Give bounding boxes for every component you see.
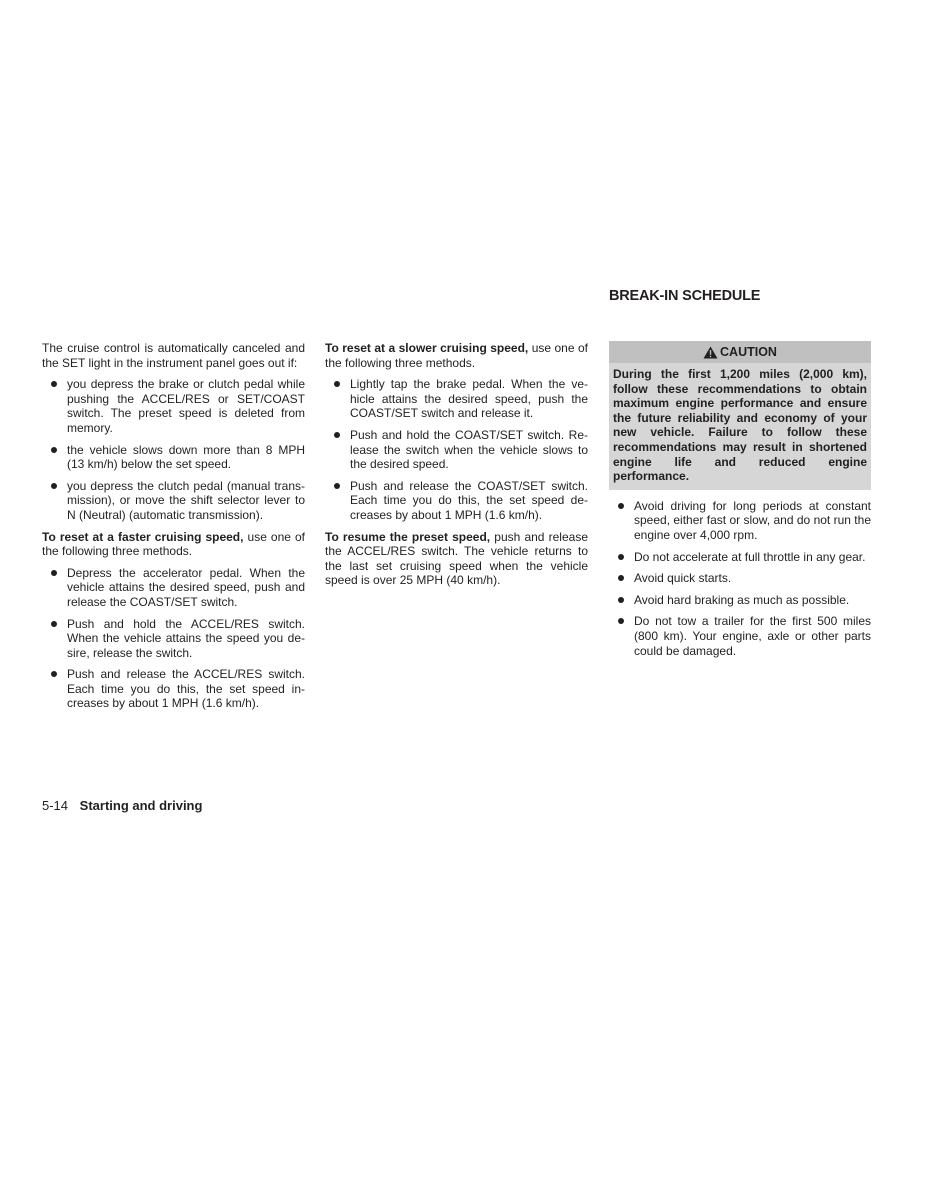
bullet-icon [51, 381, 57, 387]
list-item: Avoid hard braking as much as possible. [609, 593, 871, 608]
page-footer [42, 798, 202, 813]
caution-label: CAUTION [720, 344, 777, 359]
bullet-icon [618, 575, 624, 581]
column-right [609, 341, 871, 665]
bullet-icon [618, 503, 624, 509]
faster-speed-paragraph [42, 530, 305, 559]
warning-triangle-icon [703, 346, 718, 359]
caution-header [609, 341, 871, 363]
list-item: you depress the brake or clutch pedal while pushing the ACCEL/RES or SET/COAST switch. The preset speed is deleted from memory. [42, 377, 305, 435]
faster-methods-list [42, 566, 305, 711]
faster-speed-lead: To reset at a faster cruising speed, [42, 529, 244, 544]
list-item: Push and hold the ACCEL/RES switch. When the vehicle attains the speed you desire, release the switch. [42, 617, 305, 661]
cancel-intro-paragraph: The cruise control is automatically canceled and the SET light in the instrument panel goes out if: [42, 341, 305, 370]
caution-box [609, 341, 871, 490]
break-in-list [609, 499, 871, 658]
bullet-icon [334, 483, 340, 489]
page-number: 5-14 [42, 798, 69, 813]
list-item: Push and hold the COAST/SET switch. Release the switch when the vehicle slows to the desired speed. [325, 428, 588, 472]
faster-speed-rest: use one of the following three methods. [42, 529, 305, 559]
bullet-icon [51, 483, 57, 489]
bullet-icon [618, 618, 624, 624]
list-item: Lightly tap the brake pedal. When the vehicle attains the desired speed, push the COAST/SET switch and release it. [325, 377, 588, 421]
list-item: you depress the clutch pedal (manual transmission), or move the shift selector lever to N (Neutral) (automatic transmission). [42, 479, 305, 523]
list-item: Push and release the COAST/SET switch. Each time you do this, the set speed decreases by about 1 MPH (1.6 km/h). [325, 479, 588, 523]
bullet-icon [51, 621, 57, 627]
bullet-icon [618, 554, 624, 560]
resume-speed-lead: To resume the preset speed, [325, 529, 491, 544]
section-heading: BREAK-IN SCHEDULE [609, 288, 761, 304]
list-item: Push and release the ACCEL/RES switch. Each time you do this, the set speed increases by about 1 MPH (1.6 km/h). [42, 667, 305, 711]
bullet-icon [334, 381, 340, 387]
cancel-conditions-list [42, 377, 305, 522]
bullet-icon [51, 570, 57, 576]
bullet-icon [618, 597, 624, 603]
slower-speed-rest: use one of the following three methods. [325, 341, 588, 370]
slower-methods-list [325, 377, 588, 522]
bullet-icon [51, 671, 57, 677]
caution-text: During the first 1,200 miles (2,000 km), follow these recommendations to obtain maximum engine performance and ensure the future reliability and economy of your new vehicle. Failure to follow these recommendations may result in shortened engine life and reduced engine performance. [613, 367, 867, 484]
bullet-icon [51, 447, 57, 453]
slower-speed-lead: To reset at a slower cruising speed, [325, 341, 529, 355]
resume-speed-rest: push and release the ACCEL/RES switch. The vehicle returns to the last set cruising speed when the vehicle speed is over 25 MPH (40 km/h). [325, 529, 588, 588]
column-left [42, 341, 305, 718]
slower-speed-paragraph [325, 341, 588, 370]
list-item: Avoid quick starts. [609, 571, 871, 586]
resume-speed-paragraph [325, 530, 588, 588]
list-item: Do not tow a trailer for the first 500 miles (800 km). Your engine, axle or other parts could be damaged. [609, 614, 871, 658]
section-title: Starting and driving [79, 798, 203, 813]
list-item: the vehicle slows down more than 8 MPH (13 km/h) below the set speed. [42, 443, 305, 472]
bullet-icon [334, 432, 340, 438]
list-item: Do not accelerate at full throttle in any gear. [609, 550, 871, 565]
column-middle [325, 341, 588, 595]
list-item: Depress the accelerator pedal. When the vehicle attains the desired speed, push and release the COAST/SET switch. [42, 566, 305, 610]
list-item: Avoid driving for long periods at constant speed, either fast or slow, and do not run the engine over 4,000 rpm. [609, 499, 871, 543]
